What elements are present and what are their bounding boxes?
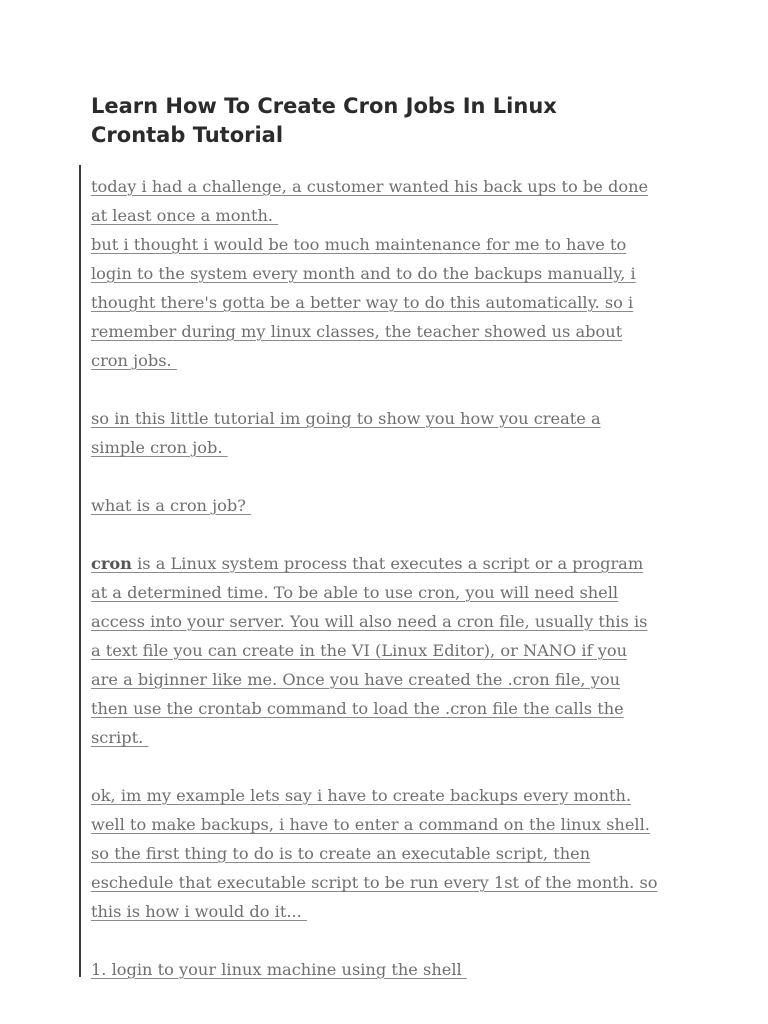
- body-line-25: [91, 868, 691, 897]
- blank-line: [91, 462, 691, 491]
- body-text: then use the crontab command to load the .cron file the calls the: [91, 699, 624, 718]
- body-line-1: [91, 172, 691, 201]
- title-line-2: Crontab Tutorial: [91, 123, 284, 147]
- blank-line: [91, 752, 691, 781]
- body-text: 1. login to your linux machine using the shell: [91, 960, 467, 979]
- body-text: script.: [91, 728, 149, 747]
- body-line-6: [91, 317, 691, 346]
- body-text: so the first thing to do is to create an executable script, then: [91, 844, 591, 863]
- body-text: thought there's gotta be a better way to do this automatically. so i: [91, 293, 634, 312]
- body-line-19: [91, 694, 691, 723]
- body-text: today i had a challenge, a customer wanted his back ups to be done: [91, 177, 649, 196]
- body-line-15: [91, 578, 691, 607]
- body-text: access into your server. You will also need a cron file, usually this is: [91, 612, 648, 631]
- body-line-5: [91, 288, 691, 317]
- article-body: [91, 172, 691, 984]
- body-text: so in this little tutorial im going to show you how you create a: [91, 409, 601, 428]
- blank-line: [91, 520, 691, 549]
- body-text: ok, im my example lets say i have to create backups every month.: [91, 786, 632, 805]
- body-line-22: [91, 781, 691, 810]
- body-text: a text file you can create in the VI (Linux Editor), or NANO if you: [91, 641, 628, 660]
- body-text: cron jobs.: [91, 351, 177, 370]
- cron-term: cron: [91, 554, 132, 573]
- body-line-10: [91, 433, 691, 462]
- body-line-12: [91, 491, 691, 520]
- cron-definition-text: is a Linux system process that executes a script or a program: [131, 554, 644, 573]
- left-vertical-rule: [79, 165, 81, 977]
- body-text: at least once a month.: [91, 206, 279, 225]
- body-line-26: [91, 897, 691, 926]
- cron-definition-line: [91, 549, 691, 578]
- body-text: remember during my linux classes, the teacher showed us about: [91, 322, 623, 341]
- title-line-1: Learn How To Create Cron Jobs In Linux: [91, 94, 557, 118]
- body-text: are a biginner like me. Once you have created the .cron file, you: [91, 670, 621, 689]
- body-text: this is how i would do it...: [91, 902, 307, 921]
- body-line-28: [91, 955, 691, 984]
- body-text: but i thought i would be too much maintenance for me to have to: [91, 235, 627, 254]
- body-line-18: [91, 665, 691, 694]
- body-text: login to the system every month and to do the backups manually, i: [91, 264, 636, 283]
- body-line-9: [91, 404, 691, 433]
- body-text: simple cron job.: [91, 438, 228, 457]
- body-line-24: [91, 839, 691, 868]
- body-line-16: [91, 607, 691, 636]
- blank-line: [91, 375, 691, 404]
- body-line-2: [91, 201, 691, 230]
- body-line-4: [91, 259, 691, 288]
- body-line-23: [91, 810, 691, 839]
- body-line-20: [91, 723, 691, 752]
- body-line-17: [91, 636, 691, 665]
- blank-line: [91, 926, 691, 955]
- body-text: well to make backups, i have to enter a command on the linux shell.: [91, 815, 650, 834]
- body-text: eschedule that executable script to be run every 1st of the month. so: [91, 873, 658, 892]
- article-title: [91, 92, 691, 150]
- body-line-7: [91, 346, 691, 375]
- body-text: what is a cron job?: [91, 496, 252, 515]
- body-line-3: [91, 230, 691, 259]
- body-text: at a determined time. To be able to use cron, you will need shell: [91, 583, 619, 602]
